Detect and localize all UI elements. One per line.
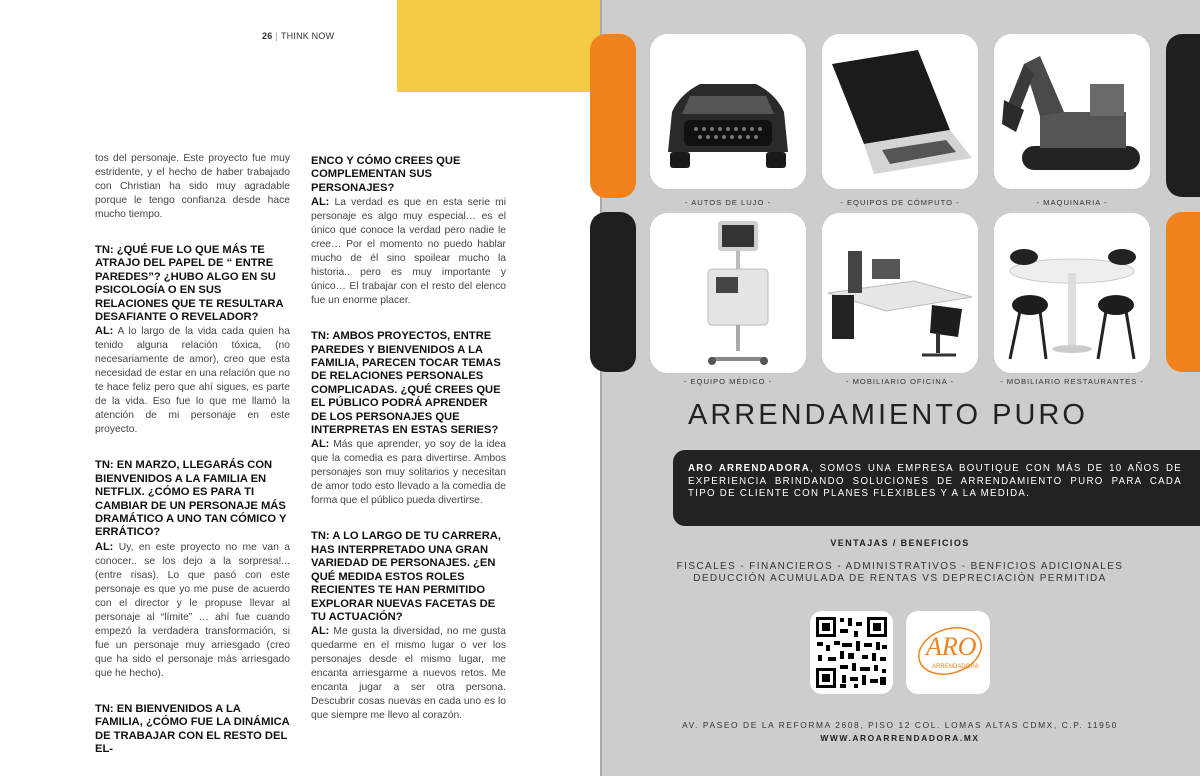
- black-side-tab: [590, 212, 636, 372]
- answer-label: AL:: [95, 325, 114, 338]
- answer-label: AL:: [95, 540, 114, 553]
- company-description: , SOMOS UNA EMPRESA BOUTIQUE CON MÁS DE 10 AÑOS DE EXPERIENCIA BRINDANDO SOLUCIONES DE ARRENDAMIENTO PURO PARA CADA TIPO DE CLIENTE CON PLANES FLEXIBLES Y A LA MEDIDA.: [688, 463, 1182, 500]
- company-description-box: [673, 450, 1200, 526]
- benefits-detail: DEDUCCIÓN ACUMULADA DE RENTAS VS DEPRECIACIÓN PERMITIDA: [693, 573, 1107, 584]
- header-separator: |: [275, 31, 278, 41]
- interview-question-continued: ENCO Y CÓMO CREES QUE COMPLEMENTAN SUS PERSONAJES?: [311, 155, 461, 194]
- black-side-tab: [1166, 34, 1200, 197]
- car-icon: [650, 34, 806, 189]
- website-link[interactable]: WWW.AROARRENDADORA.MX: [820, 733, 980, 743]
- office-desk-icon: [822, 213, 978, 373]
- interview-answer: [311, 624, 506, 723]
- interview-question: TN: EN BIENVENIDOS A LA FAMILIA, ¿CÓMO FUE LA DINÁMICA DE TRABAJAR CON EL RESTO DEL EL-: [95, 702, 290, 756]
- answer-text: La verdad es que en esta serie mi personaje es algo muy especial… es el único que conoce la verdad pero nadie le cree… Por el momento no puedo hablar mucho de él sino spoilear mucho la historia.. pero es muy importante y único… El trabajar con el resto del elenco fue un enorme placer.: [311, 197, 506, 307]
- company-logo: [906, 611, 990, 694]
- excavator-icon: [994, 34, 1150, 189]
- interview-answer: [311, 437, 506, 508]
- company-address: AV. PASEO DE LA REFORMA 2608, PISO 12 COL. LOMAS ALTAS CDMX, C.P. 11950: [682, 720, 1118, 730]
- restaurant-furniture-icon: [994, 213, 1150, 373]
- page-number: 26: [262, 31, 273, 41]
- qr-code[interactable]: [810, 611, 893, 694]
- interview-question: TN: ¿QUÉ FUE LO QUE MÁS TE ATRAJO DEL PAPEL DE “ ENTRE PAREDES”? ¿HUBO ALGO EN SU PSICOLOGÍA O EN SUS RELACIONES QUE TE RESULTARA DESAFIANTE O REVELADOR?: [95, 244, 284, 324]
- laptop-icon: [822, 34, 978, 189]
- orange-side-tab: [590, 34, 636, 198]
- answer-label: AL:: [311, 438, 330, 451]
- interview-question: TN: A LO LARGO DE TU CARRERA, HAS INTERPRETADO UNA GRAN VARIEDAD DE PERSONAJES. ¿EN QUÉ MEDIDA ESTOS ROLES RECIENTES TE HAN PERMITIDO EXPLORAR NUEVAS FACETAS DE TU ACTUACIÓN?: [311, 530, 501, 623]
- answer-text: Más que aprender, yo soy de la idea que la comedia es para divertirse. Ambos personajes son muy solitarios y necesitan de amor todo esto llevado a la comedia de forma que el público pueda divertirse.: [311, 439, 506, 507]
- brand-name: ARO ARRENDADORA: [688, 463, 811, 474]
- interview-question: TN: EN MARZO, LLEGARÁS CON BIENVENIDOS A LA FAMILIA EN NETFLIX. ¿CÓMO ES PARA TI CAMBIAR DE UN PERSONAJE MÁS DRAMÁTICO A UNO TAN CÓMICO Y ERRÁTICO?: [95, 459, 287, 539]
- interview-answer: [95, 540, 290, 681]
- answer-label: AL:: [311, 625, 330, 638]
- section-name: THINK NOW: [280, 31, 335, 41]
- aro-logo-icon: [906, 611, 990, 694]
- answer-text: Me gusta la diversidad, no me gusta quedarme en el mismo lugar o ver los personajes desde el mismo lugar, me encanta arriesgarme a nuevos retos. Me encanta jugar a ser otra persona. Descubrir cosas nuevas en cada uno es lo que siempre me llevo al corazón.: [311, 626, 506, 722]
- answer-text: Uy, en este proyecto no me van a conocer.. se los dejo a la sorpresa!... (entre risas). Lo que pasó con este personaje es que yo me puse de acuerdo con el director y le propuse llevar al personaje al “límite” … ahí fue cuando empezó la verdadera transformación, si fue un personaje muy arriesgado (creo que ha sido el personaje más arriesgado que he hecho).: [95, 541, 290, 679]
- category-caption: - EQUIPO MÉDICO -: [683, 377, 773, 386]
- category-caption: - EQUIPOS DE CÓMPUTO -: [840, 198, 960, 207]
- category-caption: - MOBILIARIO OFICINA -: [845, 377, 955, 386]
- interview-question: TN: AMBOS PROYECTOS, ENTRE PAREDES Y BIENVENIDOS A LA FAMILIA, PARECEN TOCAR TEMAS DE RELACIONES PERSONALES COMPLICADAS. ¿QUÉ CREES QUE EL PÚBLICO PODRÁ APRENDER DE LOS PERSONAJES QUE INTERPRETAS EN ESTAS SERIES?: [311, 330, 501, 437]
- page-header: [262, 31, 334, 41]
- ad-headline: ARRENDAMIENTO PURO: [688, 399, 1088, 431]
- article-column-2: [311, 155, 506, 723]
- svg-text:ARO: ARO: [926, 632, 977, 661]
- interview-answer: [95, 324, 290, 437]
- benefits-title: VENTAJAS / BENEFICIOS: [830, 538, 970, 548]
- interview-answer: [311, 195, 506, 308]
- qr-code-icon: [814, 615, 889, 690]
- category-caption: - MOBILIARIO RESTAURANTES -: [1000, 377, 1144, 386]
- category-caption: - AUTOS DE LUJO -: [684, 198, 772, 207]
- article-column-1: [95, 152, 290, 757]
- svg-text:ARRENDADORA: ARRENDADORA: [932, 664, 979, 670]
- medical-equipment-icon: [650, 213, 806, 373]
- benefits-list: FISCALES - FINANCIEROS - ADMINISTRATIVOS - BENFICIOS ADICIONALES: [676, 561, 1124, 572]
- orange-side-tab: [1166, 212, 1200, 372]
- answer-label: AL:: [311, 196, 330, 209]
- category-caption: - MAQUINARIA -: [1036, 198, 1108, 207]
- yellow-accent-block: [397, 0, 600, 92]
- answer-text: A lo largo de la vida cada quien ha tenido alguna relación tóxica, (no necesariamente de amor), creo que esta necesidad de estar en una relación que no te hace feliz pero que ahí sigues, es parte de la vida. Eso fue lo que me llamó la atención de mi personaje en este proyecto.: [95, 326, 290, 436]
- article-paragraph: tos del personaje. Este proyecto fue muy estridente, y el hecho de haber trabajado con Christian ha sido muy agradable porque le tengo confianza desde hace mucho tiempo.: [95, 153, 290, 220]
